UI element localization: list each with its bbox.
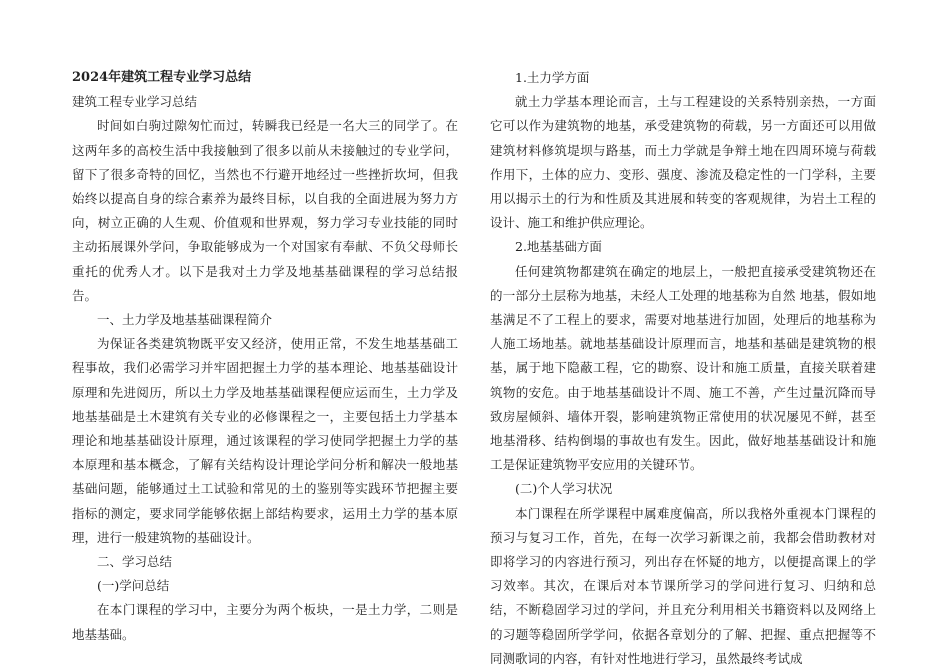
item2-heading: 2.地基基础方面 (515, 239, 602, 255)
subsection2-heading: (二)个人学习状况 (515, 481, 613, 497)
item1-heading: 1.土力学方面 (515, 70, 590, 85)
item1-paragraph: 就土力学基本理论而言，土与工程建设的关系特别亲热，一方面它可以作为建筑物的地基，承受建筑物的荷载，另一方面还可以用做建筑材料修筑堤坝与路基，而土力学就是争辩土地在四周环境与荷载作用下，土体的应力、变形、强度、渗流及稳定性的一门学科，主要用以揭示土的行为和性质及其进展和转变的客观规律，为岩土工程的设计、施工和维护供应理论。 (490, 94, 876, 231)
left-column (72, 66, 458, 647)
subsection2-paragraph: 本门课程在所学课程中属难度偏高，所以我格外重视本门课程的预习与复习工作，首先，在每一次学习新课之前，我都会借助教材对即将学习的内容进行预习，列出存在怀疑的地方，以便提高课上的学习效率。其次，在课后对本节课所学习的学问进行复习、归纳和总结，不断稳固学习过的学问，并且充分利用相关书籍资料以及网络上的习题等稳固所学学问，依据各章划分的了解、把握、重点把握等不同测歌词的内容，有针对性地进行学习，虽然最终考试成 (490, 505, 876, 666)
document-subtitle: 建筑工程专业学习总结 (72, 94, 198, 110)
subsection1-paragraph: 在本门课程的学习中，主要分为两个板块，一是土力学，二则是地基基础。 (72, 602, 458, 642)
intro-paragraph: 时间如白驹过隙匆忙而过，转瞬我已经是一名大三的同学了。在这两年多的高校生活中我接触到了很多以前从未接触过的专业学问，留下了很多奇特的回忆，当然也不行避开地经过一些挫折坎坷，但我始终以提高自身的综合素养为最终目标，以自我的全面进展为努力方向，树立正确的人生观、价值观和世界观，努力学习专业技能的同时主动拓展课外学问，争取能够成为一个对国家有奉献、不负父母师长重托的优秀人才。以下是我对土力学及地基基础课程的学习总结报告。 (72, 118, 458, 303)
item2-paragraph: 任何建筑物都建筑在确定的地层上，一般把直接承受建筑物还在的一部分土层称为地基，未经人工处理的地基称为自然 地基，假如地基满足不了工程上的要求，需要对地基进行加固，处理后的地基称为人施工场地基。就地基基础设计原理而言，地基和基础是建筑物的根基，属于地下隐蔽工程，它的勘察、设计和施工质量，直接关联着建筑物的安危。由于地基基础设计不周、施工不善，产生过量沉降而导致房屋倾斜、墙体开裂，影响建筑物正常使用的状况屡见不鲜，甚至地基滑移、结构倒塌的事故也有发生。因此，做好地基基础设计和施工是保证建筑物平安应用的关键环节。 (490, 263, 876, 473)
section1-heading: 一、土力学及地基基础课程简介 (97, 312, 273, 328)
document-title: 2024年建筑工程专业学习总结 (72, 70, 252, 85)
section1-paragraph: 为保证各类建筑物既平安又经济，使用正常，不发生地基基础工程事故，我们必需学习并牢固把握土力学的基本理论、地基基础设计原理和先进阅历，所以土力学及地基基础课程便应运而生，土力学及地基基础是土木建筑有关专业的必修课程之一，主要包括土力学基本理论和地基基础设计原理，通过该课程的学习使同学把握土力学的基本原理和基本概念，了解有关结构设计理论学问分析和解决一般地基基础问题，能够通过土工试验和常见的土的鉴别等实践环节把握主要指标的测定，要求同学能够依据上部结构要求，运用土力学的基本原理，进行一般建筑物的基础设计。 (72, 336, 458, 545)
section2-heading: 二、学习总结 (97, 554, 173, 570)
right-column (490, 66, 876, 671)
subsection1-heading: (一)学问总结 (97, 578, 170, 594)
